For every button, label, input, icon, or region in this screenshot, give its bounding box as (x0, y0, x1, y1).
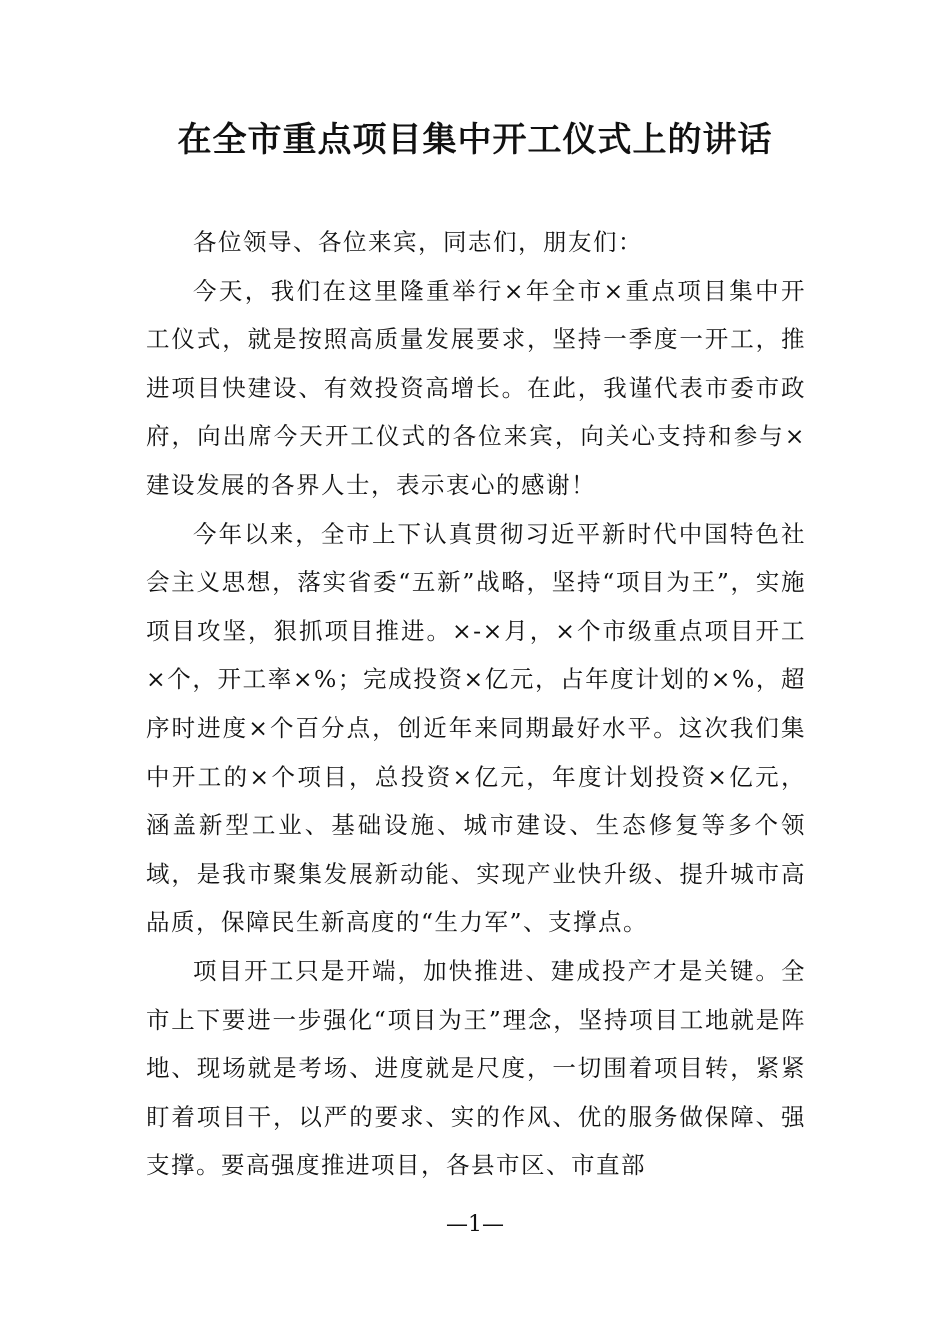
body-paragraph: 今天，我们在这里隆重举行×年全市×重点项目集中开工仪式，就是按照高质量发展要求，坚持一季度一开工，推进项目快建设、有效投资高增长。在此，我谨代表市委市政府，向出席今天开工仪式的各位来宾，向关心支持和参与×建设发展的各界人士，表示衷心的感谢！ (146, 276, 806, 499)
document-body (146, 218, 806, 1190)
greeting-paragraph: 各位领导、各位来宾，同志们，朋友们： (193, 228, 643, 256)
document-title: 在全市重点项目集中开工仪式上的讲话 (177, 120, 773, 160)
body-paragraph: 项目开工只是开端，加快推进、建成投产才是关键。全市上下要进一步强化“项目为王”理念，坚持项目工地就是阵地、现场就是考场、进度就是尺度，一切围着项目转，紧紧盯着项目干，以严的要求、实的作风、优的服务做保障、强支撑。要高强度推进项目，各县市区、市直部 (146, 956, 806, 1180)
page-number: —1— (446, 1212, 504, 1237)
body-paragraph: 今年以来，全市上下认真贯彻习近平新时代中国特色社会主义思想，落实省委“五新”战略，坚持“项目为王”，实施项目攻坚，狠抓项目推进。×-×月，×个市级重点项目开工×个，开工率×%；完成投资×亿元，占年度计划的×%，超序时进度×个百分点，创近年来同期最好水平。这次我们集中开工的×个项目，总投资×亿元，年度计划投资×亿元，涵盖新型工业、基础设施、城市建设、生态修复等多个领域，是我市聚集发展新动能、实现产业快升级、提升城市高品质，保障民生新高度的“生力军”、支撑点。 (146, 519, 806, 937)
